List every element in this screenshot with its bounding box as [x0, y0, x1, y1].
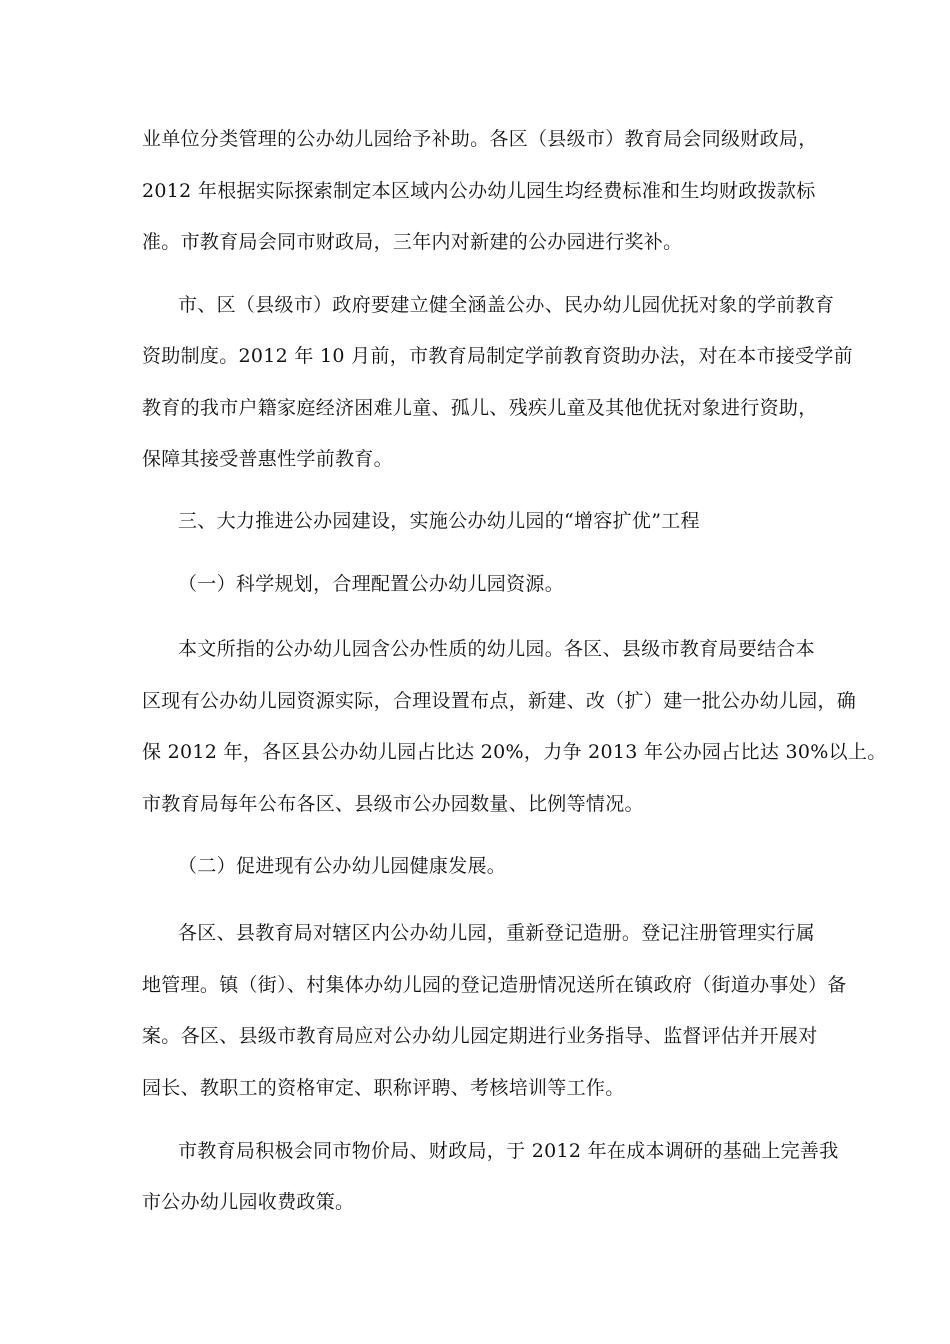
section-heading: 三、大力推进公办园建设，实施公办幼儿园的“增容扩优”工程 [178, 510, 700, 532]
paragraph-line: 业单位分类管理的公办幼儿园给予补助。各区（县级市）教育局会同级财政局， [142, 128, 818, 150]
paragraph-line: 园长、教职工的资格审定、职称评聘、考核培训等工作。 [142, 1077, 625, 1099]
subsection-heading: （二）促进现有公办幼儿园健康发展。 [178, 855, 507, 877]
paragraph-line: 本文所指的公办幼儿园含公办性质的幼儿园。各区、县级市教育局要结合本 [178, 638, 815, 660]
paragraph-line: 保障其接受普惠性学前教育。 [142, 448, 393, 470]
paragraph-line: 教育的我市户籍家庭经济困难儿童、孤儿、残疾儿童及其他优抚对象进行资助， [142, 397, 818, 419]
paragraph-line: 案。各区、县级市教育局应对公办幼儿园定期进行业务指导、监督评估并开展对 [142, 1025, 818, 1047]
paragraph-line: 保 2012 年，各区县公办幼儿园占比达 20%，力争 2013 年公办园占比达 30%以上。 [142, 741, 887, 763]
paragraph-line: 区现有公办幼儿园资源实际，合理设置布点，新建、改（扩）建一批公办幼儿园，确 [142, 690, 857, 712]
paragraph-line: 市教育局每年公布各区、县级市公办园数量、比例等情况。 [142, 793, 644, 815]
subsection-heading: （一）科学规划，合理配置公办幼儿园资源。 [178, 573, 565, 595]
paragraph-line: 各区、县教育局对辖区内公办幼儿园，重新登记造册。登记注册管理实行属 [178, 922, 815, 944]
paragraph-line: 市教育局积极会同市物价局、财政局，于 2012 年在成本调研的基础上完善我 [178, 1140, 839, 1162]
paragraph-line: 资助制度。2012 年 10 月前，市教育局制定学前教育资助办法，对在本市接受学前 [142, 345, 853, 367]
paragraph-line: 2012 年根据实际探索制定本区域内公办幼儿园生均经费标准和生均财政拨款标 [142, 180, 816, 202]
paragraph-line: 市公办幼儿园收费政策。 [142, 1191, 355, 1213]
paragraph-line: 地管理。镇（街）、村集体办幼儿园的登记造册情况送所在镇政府（街道办事处）备 [142, 974, 847, 996]
paragraph-line: 市、区（县级市）政府要建立健全涵盖公办、民办幼儿园优抚对象的学前教育 [178, 294, 835, 316]
paragraph-line: 准。市教育局会同市财政局，三年内对新建的公办园进行奖补。 [142, 231, 683, 253]
